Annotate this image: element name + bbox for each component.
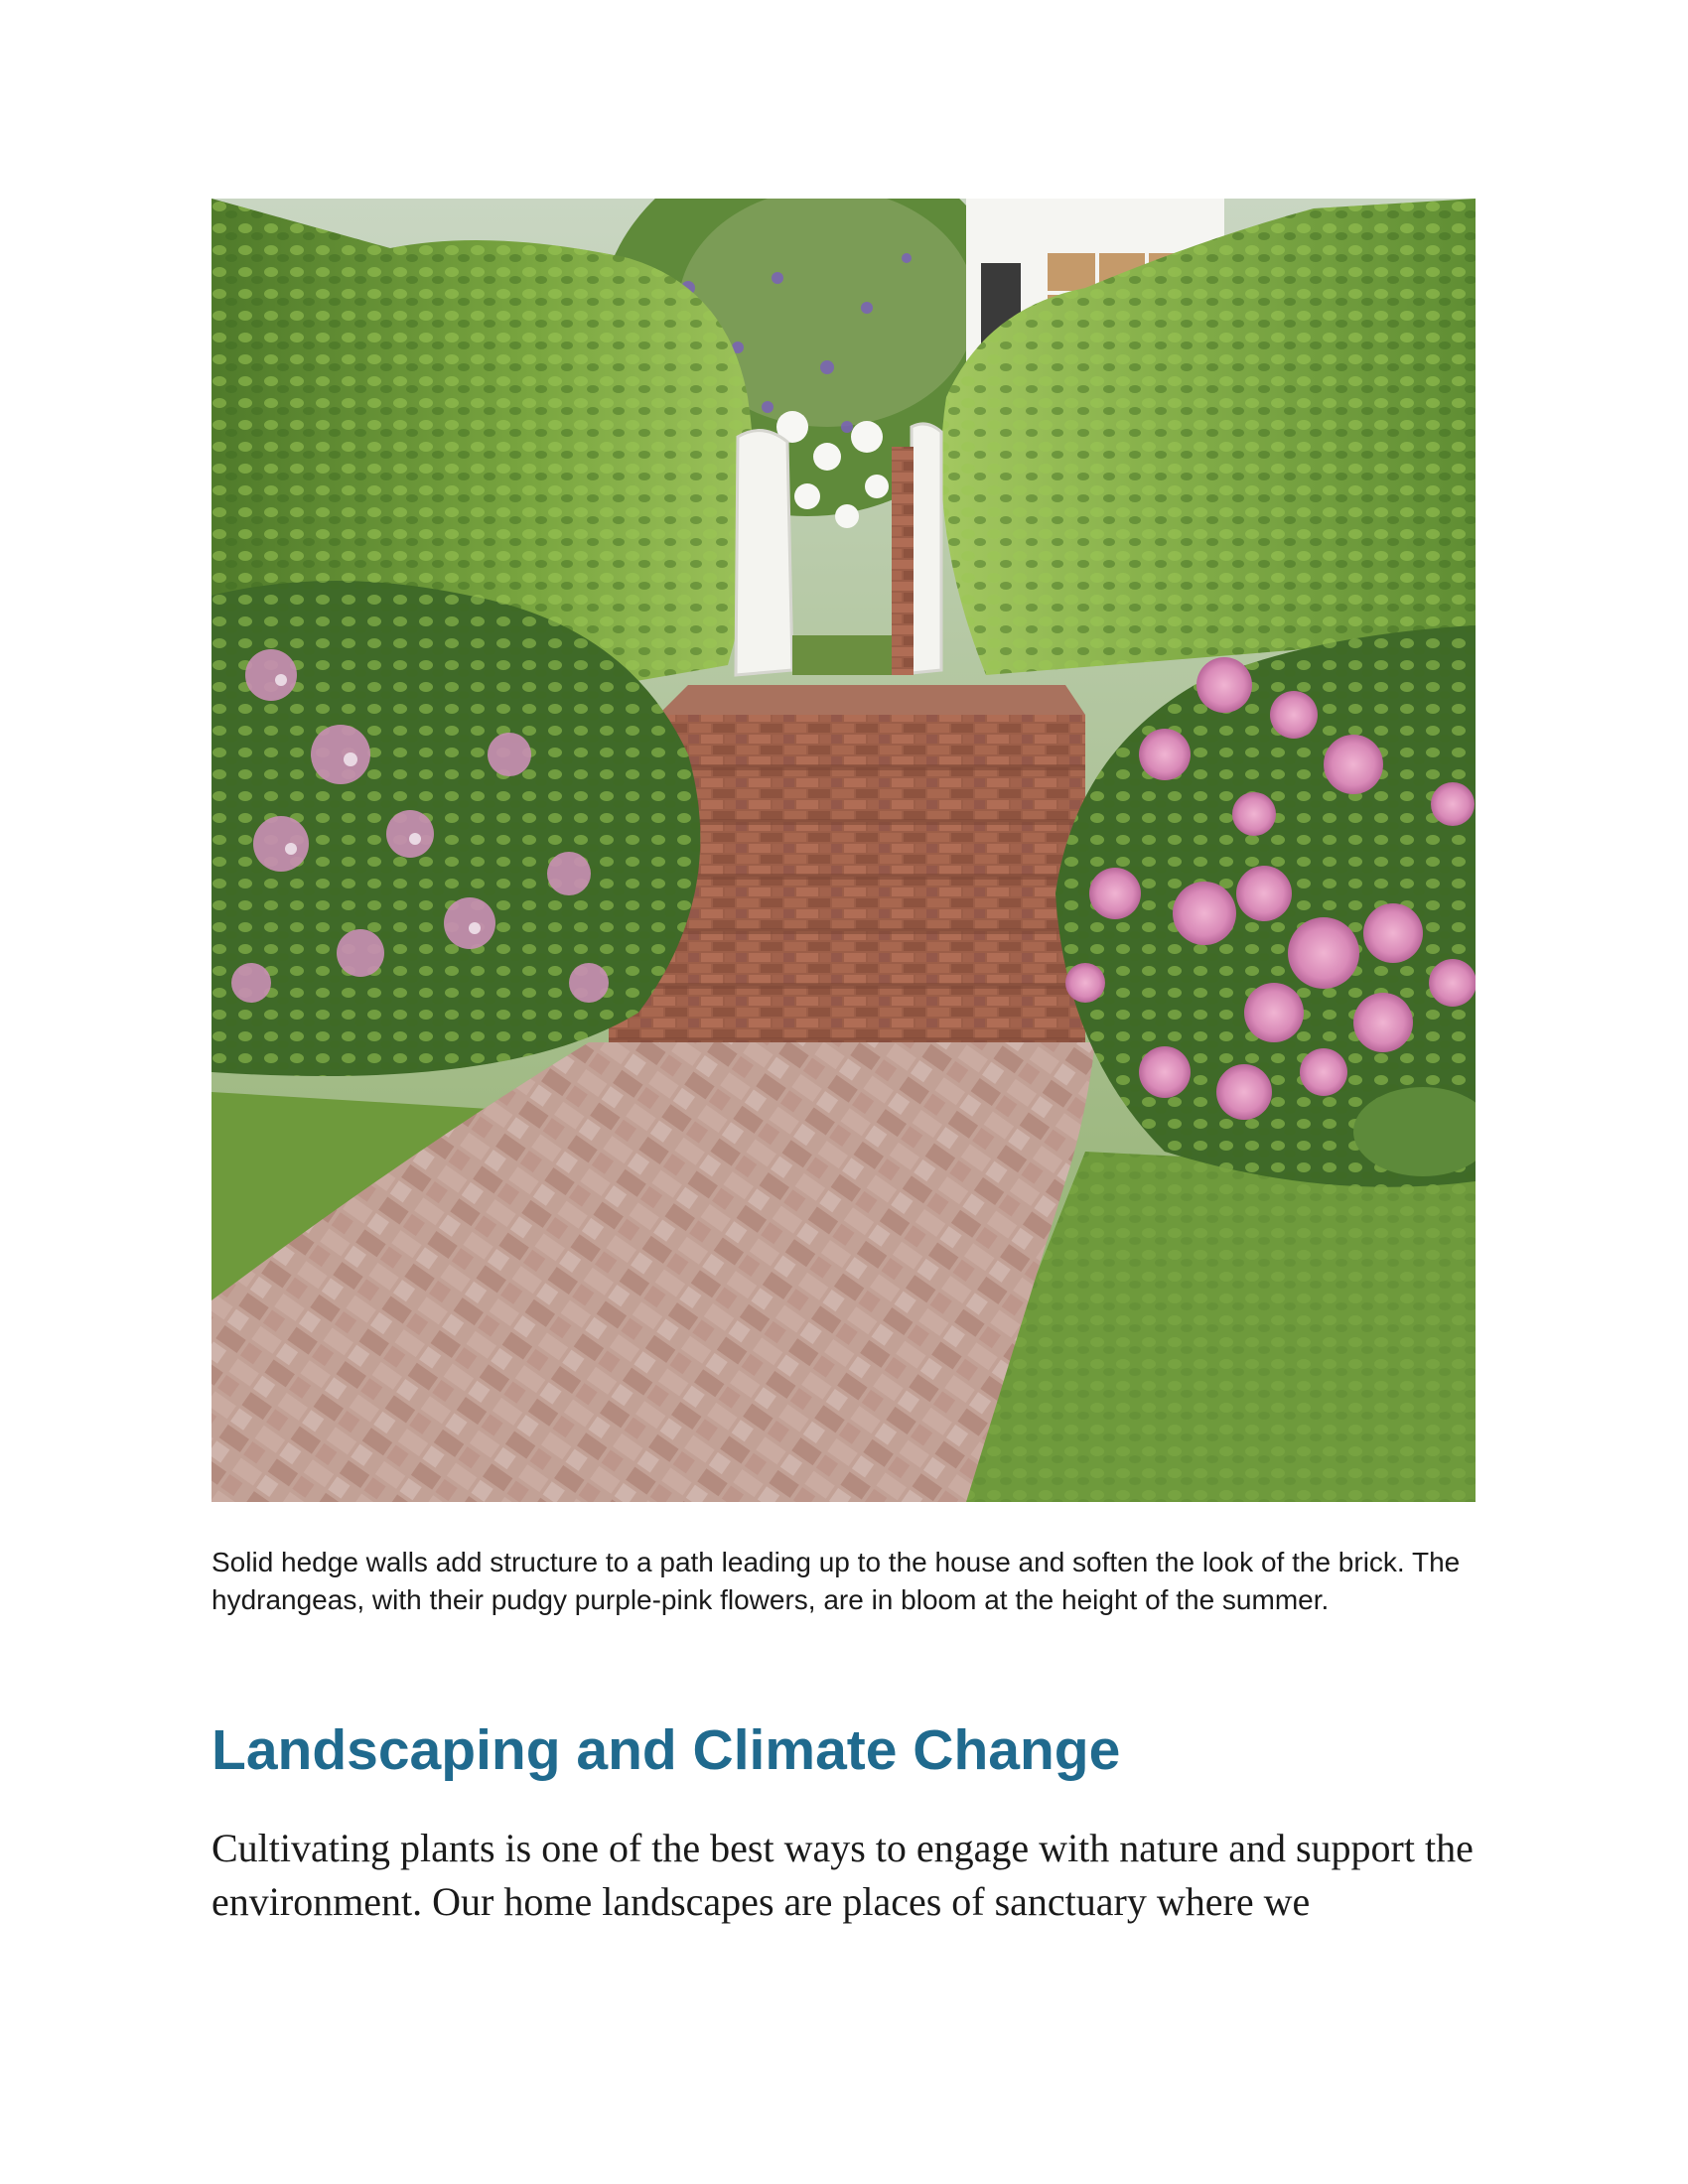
body-paragraph: Cultivating plants is one of the best ways to engage with nature and support the environment. Our home landscapes are places of sanctuary where we bbox=[211, 1826, 1474, 1924]
garden-path-photo bbox=[211, 199, 1476, 1502]
photo-caption: Solid hedge walls add structure to a path leading up to the house and soften the look of the brick. The hydrangeas, with their pudgy purple-pink flowers, are in bloom at the height of the summer. bbox=[211, 1547, 1461, 1615]
section-heading: Landscaping and Climate Change bbox=[211, 1718, 1121, 1782]
garden-illustration bbox=[211, 199, 1476, 1502]
